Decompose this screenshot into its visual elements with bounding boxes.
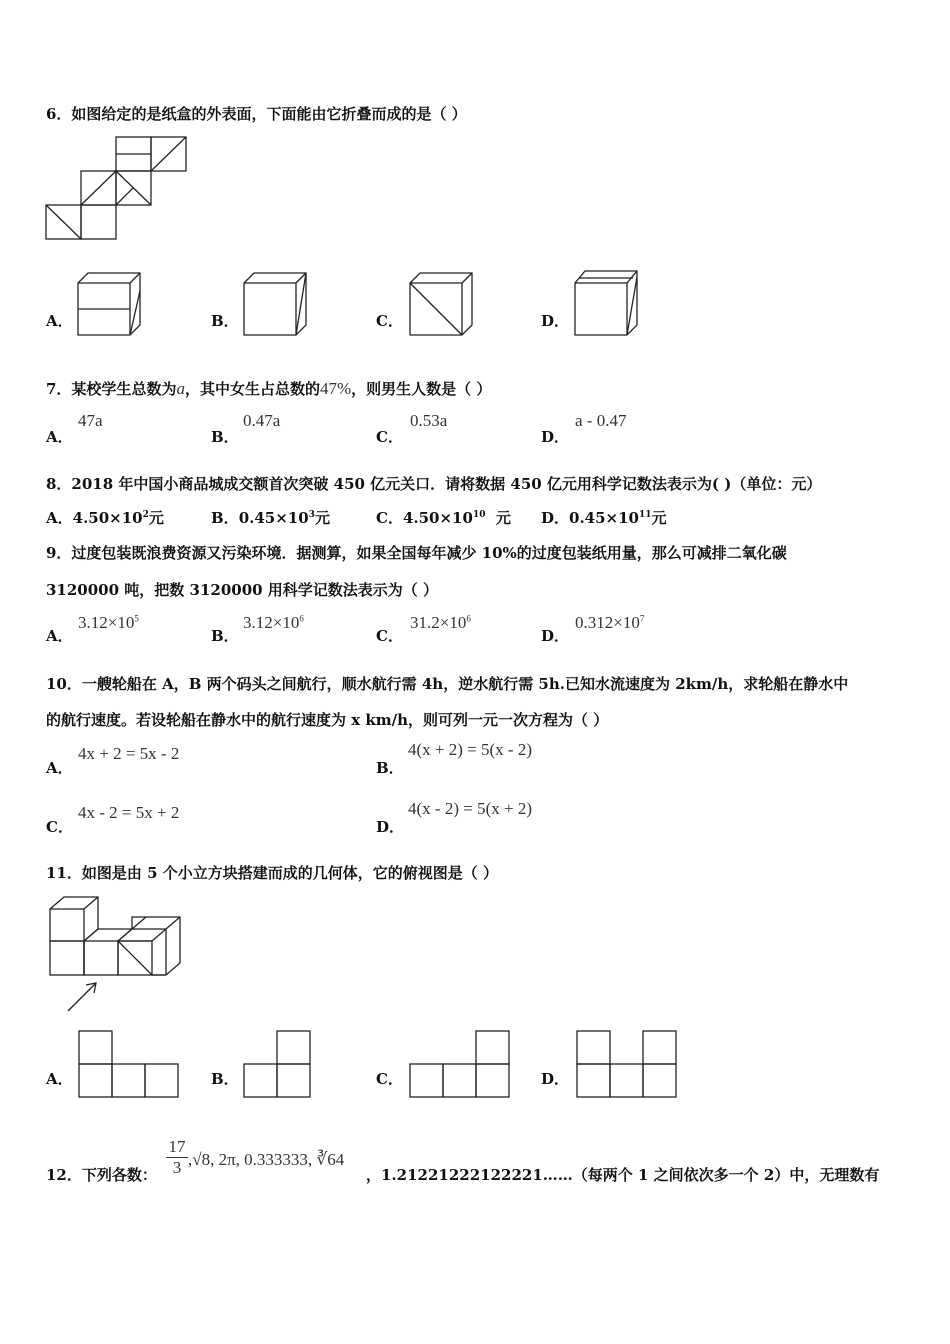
q9-option-b-math xyxy=(243,613,304,633)
q7-var-a: a xyxy=(176,379,185,398)
question-9-stem-line2: 3120000 吨，把数 3120000 用科学记数法表示为（ ） xyxy=(46,581,439,599)
q9-option-a-exp: 5 xyxy=(134,613,139,624)
q9-option-b-exp: 6 xyxy=(299,613,304,624)
q8-option-d-exp: 11 xyxy=(639,510,652,520)
q6-option-c-cube xyxy=(408,271,478,341)
question-10-stem-line2: 的航行速度。若设轮船在静水中的航行速度为 x km/h，则可列一元一次方程为（ ） xyxy=(46,711,609,729)
q11-option-d-label: D． xyxy=(541,1070,570,1088)
q8-option-c-label: C． xyxy=(376,509,403,527)
q6-option-d-label: D． xyxy=(541,312,570,330)
q10-option-a-label: A． xyxy=(46,759,73,777)
q11-option-a-grid xyxy=(78,1030,182,1100)
q11-option-c-label: C． xyxy=(376,1070,403,1088)
question-12-stem-pre: 12．下列各数： xyxy=(46,1166,157,1184)
q6-option-a-label: A． xyxy=(46,312,73,330)
q9-option-b-label: B． xyxy=(211,627,239,645)
q9-option-d-base: 0.312×10 xyxy=(575,613,640,632)
q10-option-b-math: 4(x + 2) = 5(x - 2) xyxy=(408,740,532,759)
q7-stem-pre: 7．某校学生总数为 xyxy=(46,380,177,398)
q7-option-d-label: D． xyxy=(541,428,570,446)
q7-option-b-label: B． xyxy=(211,428,239,446)
q6-option-c-label: C． xyxy=(376,312,403,330)
q8-option-b-exp: 3 xyxy=(308,510,315,520)
q8-option-c xyxy=(376,507,511,528)
q12-math-list: ,√8, 2π, 0.333333, ∛64 xyxy=(188,1150,345,1169)
question-6-stem: 6．如图给定的是纸盒的外表面，下面能由它折叠而成的是（ ） xyxy=(46,105,467,123)
q7-option-c-math: 0.53a xyxy=(410,411,448,430)
q11-option-d-grid xyxy=(576,1030,680,1100)
q8-option-d xyxy=(541,507,667,528)
question-7-stem xyxy=(46,378,491,399)
q9-option-d-label: D． xyxy=(541,627,570,645)
q7-option-a-math: 47a xyxy=(78,411,103,430)
q8-option-d-label: D． xyxy=(541,509,570,527)
q8-option-b-unit: 元 xyxy=(314,509,330,527)
q8-option-a-base: 4.50×10 xyxy=(72,509,143,527)
q8-option-b-label: B． xyxy=(211,509,239,527)
q11-option-b-grid xyxy=(243,1030,315,1100)
q7-stem-post: ，则男生人数是（ ） xyxy=(351,380,492,398)
q9-option-a-math xyxy=(78,613,139,633)
q9-option-a-base: 3.12×10 xyxy=(78,613,135,632)
q11-option-a-label: A． xyxy=(46,1070,73,1088)
q8-option-a-exp: 2 xyxy=(142,510,149,520)
q8-option-c-base: 4.50×10 xyxy=(402,509,473,527)
q9-option-c-exp: 6 xyxy=(466,613,471,624)
q8-option-d-base: 0.45×10 xyxy=(569,509,639,527)
q10-option-b-label: B． xyxy=(376,759,404,777)
q9-option-c-math xyxy=(410,613,471,633)
q12-frac-num: 17 xyxy=(168,1137,186,1156)
q7-option-b-math: 0.47a xyxy=(243,411,281,430)
q7-option-d-math: a - 0.47 xyxy=(575,411,627,430)
q8-option-b xyxy=(211,507,330,528)
question-12-stem-post: ，1.21221222122221……（每两个 1 之间依次多一个 2）中，无理数有 xyxy=(366,1166,880,1184)
q9-option-c-label: C． xyxy=(376,627,403,645)
q7-option-a-label: A． xyxy=(46,428,73,446)
q11-option-b-label: B． xyxy=(211,1070,239,1088)
q12-fraction xyxy=(166,1137,188,1178)
q8-option-a-label: A． xyxy=(46,509,73,527)
question-10-stem-line1: 10．一艘轮船在 A，B 两个码头之间航行，顺水航行需 4h，逆水航行需 5h.已知水流速度为 2km/h，求轮船在静水中 xyxy=(46,675,849,693)
q8-option-c-exp: 10 xyxy=(472,510,486,520)
cube-stack-figure xyxy=(46,895,191,1015)
q6-option-d-cube xyxy=(573,269,643,339)
q8-option-a xyxy=(46,507,164,528)
box-net-figure xyxy=(46,135,191,245)
q9-option-d-math xyxy=(575,613,644,633)
q10-option-a-math: 4x + 2 = 5x - 2 xyxy=(78,744,180,763)
q9-option-d-exp: 7 xyxy=(639,613,645,624)
q8-option-a-unit: 元 xyxy=(148,509,164,527)
q8-option-d-unit: 元 xyxy=(651,509,667,527)
q10-option-c-math: 4x - 2 = 5x + 2 xyxy=(78,803,180,822)
q8-option-b-base: 0.45×10 xyxy=(238,509,309,527)
q10-option-d-label: D． xyxy=(376,818,405,836)
q8-option-c-unit: 元 xyxy=(485,509,511,527)
q7-percent: 47% xyxy=(319,379,352,398)
q6-option-b-cube xyxy=(242,271,312,341)
q9-option-b-base: 3.12×10 xyxy=(243,613,300,632)
q6-option-a-cube xyxy=(76,271,146,341)
q7-option-c-label: C． xyxy=(376,428,403,446)
question-11-stem: 11．如图是由 5 个小立方块搭建而成的几何体，它的俯视图是（ ） xyxy=(46,864,498,882)
q7-stem-mid: ，其中女生占总数的 xyxy=(184,380,320,398)
question-8-stem: 8．2018 年中国小商品城成交额首次突破 450 亿元关口．请将数据 450 亿元用科学记数法表示为( )（单位：元） xyxy=(46,475,822,493)
question-9-stem-line1: 9．过度包装既浪费资源又污染环境．据测算，如果全国每年减少 10%的过度包装纸用量，那么可减排二氧化碳 xyxy=(46,544,787,562)
q9-option-c-base: 31.2×10 xyxy=(410,613,467,632)
q10-option-c-label: C． xyxy=(46,818,73,836)
q11-option-c-grid xyxy=(409,1030,513,1100)
q6-option-b-label: B． xyxy=(211,312,239,330)
q9-option-a-label: A． xyxy=(46,627,73,645)
q10-option-d-math: 4(x - 2) = 5(x + 2) xyxy=(408,799,532,818)
q12-frac-den: 3 xyxy=(166,1157,188,1178)
